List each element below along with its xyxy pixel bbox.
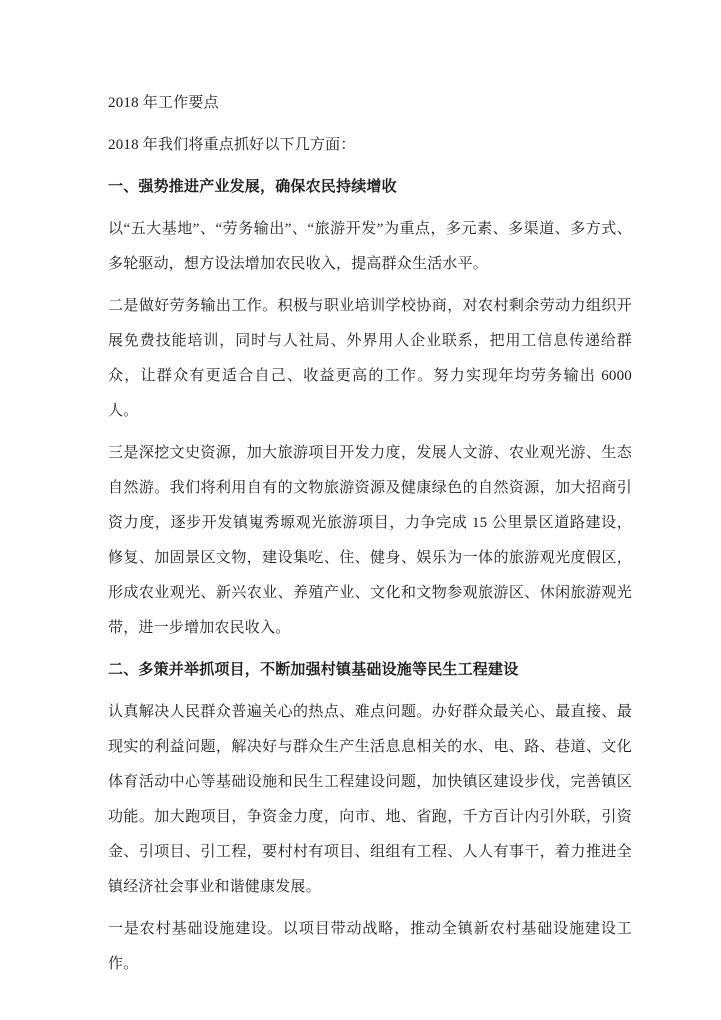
- para-industry-focus: 以“五大基地”、“劳务输出”、“旅游开发”为重点，多元素、多渠道、多方式、多轮驱动，想方设法增加农民收入，提高群众生活水平。: [108, 221, 632, 272]
- section-1-heading: 一、强势推进产业发展，确保农民持续增收: [108, 179, 397, 195]
- para-rural-infrastructure: 一是农村基础设施建设。以项目带动战略，推动全镇新农村基础设施建设工作。: [108, 921, 632, 972]
- para-tourism-development: 三是深挖文史资源，加大旅游项目开发力度，发展人文游、农业观光游、生态自然游。我们将利用自有的文物旅游资源及健康绿色的自然资源，加大招商引资力度，逐步开发镇嵬秀塬观光旅游项目，力争完成 15 公里景区道路建设，修复、加固景区文物，建设集吃、住、健身、娱乐为一体的旅游观光度假区，形成农业观光、新兴农业、养殖产业、文化和文物参观旅游区、休闲旅游观光带，进一步增加农民收入。: [108, 445, 632, 636]
- section-2-heading: 二、多策并举抓项目，不断加强村镇基础设施等民生工程建设: [108, 662, 519, 678]
- document-body: [108, 86, 632, 989]
- doc-title: 2018 年工作要点: [108, 95, 219, 111]
- para-labor-export: 二是做好劳务输出工作。积极与职业培训学校协商，对农村剩余劳动力组织开展免费技能培训，同时与人社局、外界用人企业联系，把用工信息传递给群众，让群众有更适合自己、收益更高的工作。努力实现年均劳务输出 6000 人。: [108, 298, 632, 419]
- doc-intro-line: 2018 年我们将重点抓好以下几方面：: [108, 137, 356, 153]
- para-livelihood-projects: 认真解决人民群众普遍关心的热点、难点问题。办好群众最关心、最直接、最现实的利益问题，解决好与群众生产生活息息相关的水、电、路、巷道、文化体育活动中心等基础设施和民生工程建设问题，加快镇区建设步伐，完善镇区功能。加大跑项目，争资金力度，向市、地、省跑，千方百计内引外联，引资金、引项目、引工程，要村村有项目、组组有工程、人人有事干，着力推进全镇经济社会事业和谐健康发展。: [108, 704, 632, 895]
